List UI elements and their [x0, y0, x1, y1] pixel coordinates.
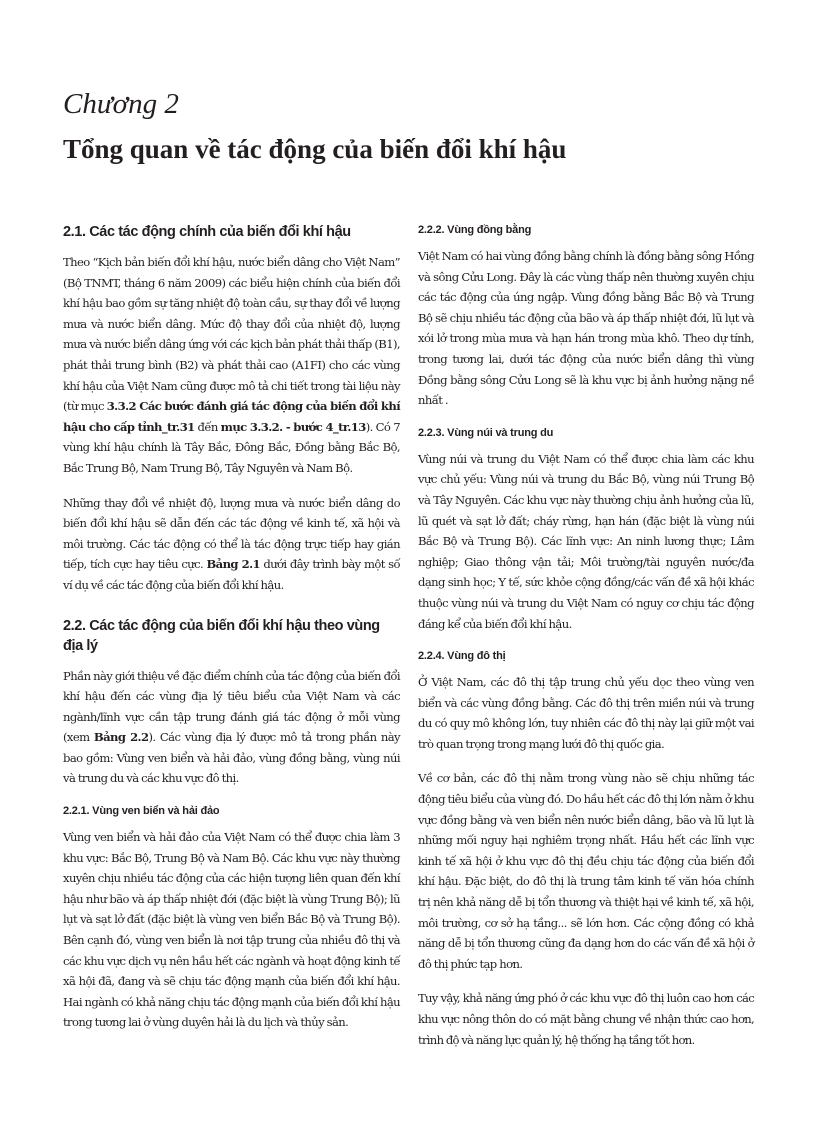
left-column	[63, 222, 400, 1047]
section-2-1-heading: 2.1. Các tác động chính của biến đổi khí hậu	[63, 224, 351, 240]
section-2-1-paragraph-1: Theo “Kịch bản biến đổi khí hậu, nước biển dâng cho Việt Nam” (Bộ TNMT, tháng 6 năm 2009) các biểu hiện chính của biến đổi khí hậu bao gồm sự tăng nhiệt độ toàn cầu, sự thay đổi về lượng mưa và nước biển dâng. Mức độ thay đổi của nhiệt độ, lượng mưa và nước biển dâng ứng với các kịch bản phát thải thấp (B1), phát thải trung bình (B2) và phát thải cao (A1FI) cho các vùng khí hậu của Việt Nam cũng được mô tả chi tiết trong tài liệu này (từ mục 3.3.2 Các bước đánh giá tác động của biến đổi khí hậu cho cấp tỉnh_tr.31 đến mục 3.3.2. - bước 4_tr.13). Có 7 vùng khí hậu chính là Tây Bắc, Đông Bắc, Đồng bằng Bắc Bộ, Bắc Trung Bộ, Nam Trung Bộ, Tây Nguyên và Nam Bộ.	[63, 255, 400, 475]
section-2-2-4-paragraph-2: Về cơ bản, các đô thị nằm trong vùng nào sẽ chịu những tác động tiêu biểu của vùng đó. Do hầu hết các đô thị lớn nằm ở khu vực đồng bằng và ven biển nên nước biển dâng, bão và lũ lụt là những mối nguy hại nghiêm trọng nhất. Hầu hết các lĩnh vực kinh tế xã hội ở khu vực đô thị đều chịu tác động của biến đổi khí hậu. Đặc biệt, do đô thị là trung tâm kinh tế văn hóa chính trị nên khả năng dễ bị tổn thương và thiệt hại về kinh tế, xã hội, môi trường, cơ sở hạ tầng... sẽ lớn hơn. Các cộng đồng có khả năng dễ bị tổn thương cũng đa dạng hơn do các vấn đề xã hội ở đô thị phức tạp hơn.	[418, 771, 754, 971]
section-2-2-paragraph-1: Phần này giới thiệu về đặc điểm chính của tác động của biến đổi khí hậu đến các vùng địa lý tiêu biểu của Việt Nam và các ngành/lĩnh vực cần tập trung đánh giá tác động ở mỗi vùng (xem Bảng 2.2). Các vùng địa lý được mô tả trong phần này bao gồm: Vùng ven biển và hải đảo, vùng đồng bằng, vùng núi và trung du và các khu vực đô thị.	[63, 668, 400, 786]
table-reference: Bảng 2.1	[206, 557, 261, 572]
section-2-2-2-heading: 2.2.2. Vùng đồng bằng	[418, 224, 532, 236]
chapter-title: Tổng quan về tác động của biến đổi khí hậu	[63, 134, 567, 164]
section-2-2-2-paragraph-1: Việt Nam có hai vùng đồng bằng chính là đồng bằng sông Hồng và sông Cửu Long. Đây là các vùng thấp nên thường xuyên chịu các tác động của úng ngập. Vùng đồng bằng Bắc Bộ và Trung Bộ sẽ chịu nhiều tác động của bão và áp thấp nhiệt đới, lũ lụt và xói lở trong mùa mưa và hạn hán trong mùa khô. Theo dự tính, trong tương lai, dưới tác động của nước biển dâng thì vùng Đồng bằng sông Cửu Long sẽ là khu vực bị ảnh hưởng nặng nề nhất .	[418, 249, 754, 408]
section-2-2-1-paragraph-1: Vùng ven biển và hải đảo của Việt Nam có thể được chia làm 3 khu vực: Bắc Bộ, Trung Bộ và Nam Bộ. Các khu vực này thường xuyên chịu nhiều tác động của các hiện tượng liên quan đến khí hậu như bão và áp thấp nhiệt đới (đặc biệt là vùng Trung Bộ); lũ lụt và sạt lở đất (đặc biệt là vùng ven biển Bắc Bộ và Trung Bộ). Bên cạnh đó, vùng ven biển là nơi tập trung của nhiều đô thị và các khu vực dịch vụ nên hầu hết các ngành và hoạt động kinh tế xã hội đã, đang và sẽ chịu tác động mạnh của biến đổi khí hậu. Hai ngành có khả năng chịu tác động mạnh của biến đổi khí hậu trong tương lai ở vùng duyên hải là du lịch và thủy sản.	[63, 830, 400, 1030]
cross-reference[interactable]: mục 3.3.2. - bước 4_tr.13	[220, 419, 366, 434]
section-2-2-heading: 2.2. Các tác động của biến đổi khí hậu theo vùng địa lý	[63, 617, 380, 654]
right-column	[418, 222, 754, 1064]
section-2-2-4-paragraph-3: Tuy vậy, khả năng ứng phó ở các khu vực đô thị luôn cao hơn các khu vực nông thôn do có mặt bằng chung về nhận thức cao hơn, trình độ và năng lực quản lý, hệ thống hạ tầng tốt hơn.	[418, 991, 754, 1047]
section-2-2-3-heading: 2.2.3. Vùng núi và trung du	[418, 426, 554, 439]
section-2-2-1-heading: 2.2.1. Vùng ven biển và hải đảo	[63, 805, 220, 818]
chapter-label: Chương 2	[63, 88, 179, 120]
section-2-2-4-paragraph-1: Ở Việt Nam, các đô thị tập trung chủ yếu dọc theo vùng ven biển và các vùng đồng bằng. Các đô thị trên miền núi và trung du có quy mô không lớn, tuy nhiên các đô thị này lại giữ một vai trò quan trọng trong mạng lưới đô thị quốc gia.	[418, 675, 754, 751]
section-2-2-3-paragraph-1: Vùng núi và trung du Việt Nam có thể được chia làm các khu vực chủ yếu: Vùng núi và trung du Bắc Bộ, vùng núi Trung Bộ và Tây Nguyên. Các khu vực này thường chịu ảnh hưởng của lũ, lũ quét và sạt lở đất; cháy rừng, hạn hán (đặc biệt là vùng núi Bắc Bộ và Trung Bộ). Các lĩnh vực: An ninh lương thực; Lâm nghiệp; Giao thông vận tải; Môi trường/tài nguyên nước/đa dạng sinh học; Y tế, sức khỏe cộng đồng/các vấn đề xã hội khác thuộc vùng núi và trung du Việt Nam có nguy cơ chịu tác động đáng kể của biến đổi khí hậu.	[418, 451, 754, 631]
section-2-1-paragraph-2: Những thay đổi về nhiệt độ, lượng mưa và nước biển dâng do biến đổi khí hậu sẽ dẫn đến các tác động về kinh tế, xã hội và môi trường. Các tác động có thể là tác động trực tiếp hay gián tiếp, tích cực hay tiêu cực. Bảng 2.1 dưới đây trình bày một số ví dụ về các tác động của biến đổi khí hậu.	[63, 495, 400, 592]
cross-reference[interactable]: 3.3.2 Các bước đánh giá tác động của biến đổi khí hậu cho cấp tỉnh_tr.31	[63, 399, 400, 434]
table-reference: Bảng 2.2	[93, 730, 149, 745]
section-2-2-4-heading: 2.2.4. Vùng đô thị	[418, 650, 506, 663]
